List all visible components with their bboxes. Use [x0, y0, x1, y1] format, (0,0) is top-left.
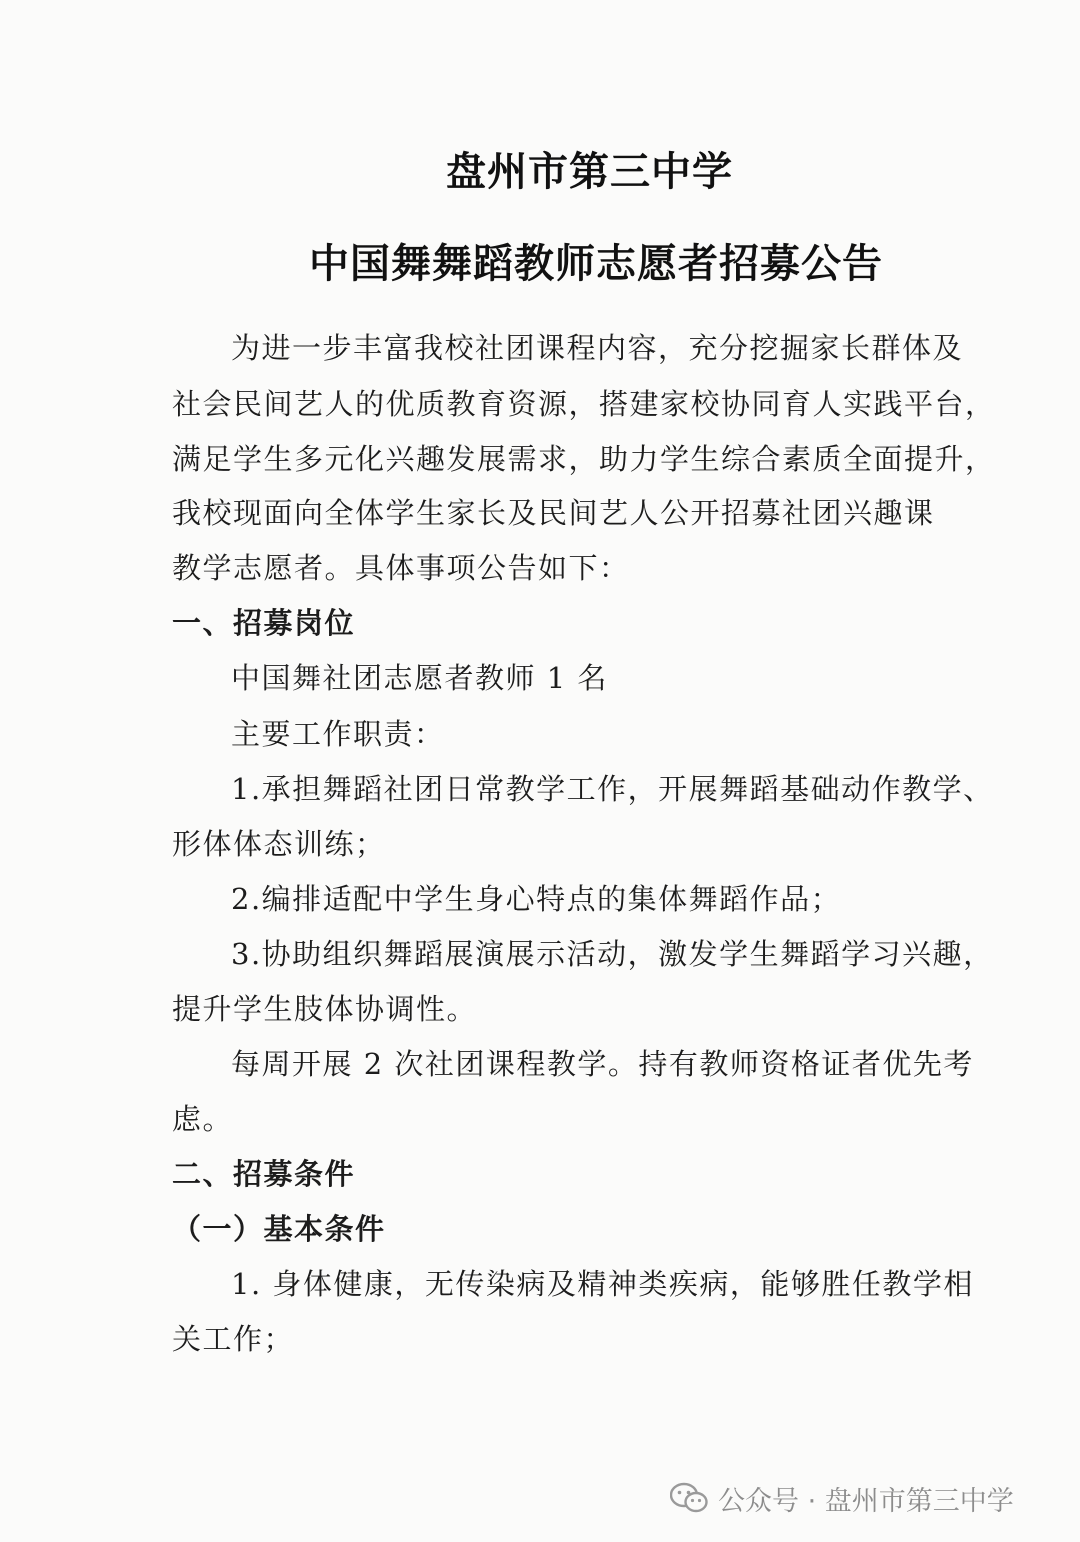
watermark-text: 公众号 · 盘州市第三中学	[718, 1485, 1014, 1517]
body-line: 每周开展 2 次社团课程教学。持有教师资格证者优先考	[231, 1047, 974, 1081]
body-line: 教学志愿者。具体事项公告如下：	[172, 551, 630, 585]
wechat-watermark	[670, 1478, 1014, 1518]
body-line: 我校现面向全体学生家长及民间艺人公开招募社团兴趣课	[172, 496, 935, 530]
body-line: 社会民间艺人的优质教育资源，搭建家校协同育人实践平台，	[172, 387, 996, 421]
wechat-icon	[670, 1482, 708, 1514]
subsection-heading: （一）基本条件	[172, 1212, 386, 1246]
body-line: 2.编排适配中学生身心特点的集体舞蹈作品；	[231, 882, 842, 916]
body-line: 提升学生肢体协调性。	[172, 992, 478, 1026]
document-title-school: 盘州市第三中学	[446, 148, 733, 195]
section-heading: 一、招募岗位	[172, 606, 356, 640]
body-line: 关工作；	[172, 1322, 295, 1356]
document-title-notice: 中国舞舞蹈教师志愿者招募公告	[309, 240, 883, 287]
body-line: 主要工作职责：	[231, 717, 445, 751]
body-line: 1. 身体健康，无传染病及精神类疾病，能够胜任教学相	[231, 1267, 974, 1301]
body-line: 1.承担舞蹈社团日常教学工作，开展舞蹈基础动作教学、	[231, 772, 994, 806]
section-heading: 二、招募条件	[172, 1157, 356, 1191]
body-line: 为进一步丰富我校社团课程内容，充分挖掘家长群体及	[231, 331, 964, 365]
body-line: 满足学生多元化兴趣发展需求，助力学生综合素质全面提升，	[172, 442, 996, 476]
body-line: 虑。	[172, 1102, 234, 1136]
body-line: 3.协助组织舞蹈展演展示活动，激发学生舞蹈学习兴趣，	[231, 937, 994, 971]
body-line: 中国舞社团志愿者教师 1 名	[231, 661, 608, 695]
body-line: 形体体态训练；	[172, 827, 386, 861]
